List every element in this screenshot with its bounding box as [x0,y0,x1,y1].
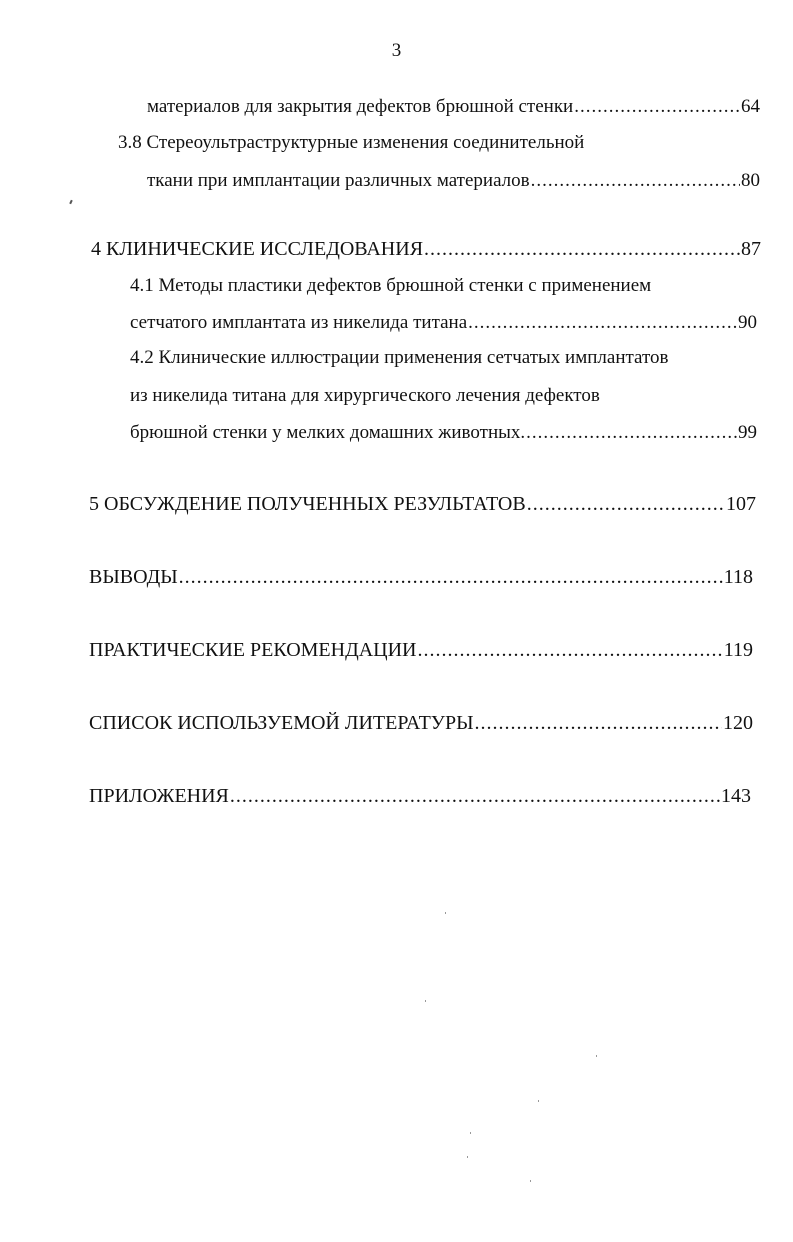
scan-speck [538,1100,539,1102]
toc-entry-appendices [89,784,751,808]
toc-entry-page: 64 [741,96,760,117]
leader-dots [475,711,722,735]
toc-entry-4-1-title-line1: 4.1 Методы пластики дефектов брюшной стенки с применением [130,275,652,296]
toc-entry-3-8 [147,169,760,193]
leader-dots [531,169,740,193]
toc-entry-text: брюшной стенки у мелких домашних животных. [130,422,526,443]
toc-entry-recommendations [89,638,753,662]
toc-entry-text: 5 ОБСУЖДЕНИЕ ПОЛУЧЕННЫХ РЕЗУЛЬТАТОВ [89,493,526,515]
leader-dots [527,492,725,516]
leader-dots [230,784,720,808]
toc-entry-page: 143 [721,785,751,807]
toc-entry-text: ткани при имплантации различных материалов [147,170,530,191]
leader-dots [468,311,737,335]
toc-entry-page: 107 [726,493,756,515]
scan-speck [425,1000,426,1002]
toc-entry-4-1 [130,311,757,335]
toc-entry-references [89,711,753,735]
toc-entry-text: материалов для закрытия дефектов брюшной стенки [147,96,574,117]
toc-entry-chapter-5 [89,492,756,516]
toc-entry-page: 99 [738,422,757,443]
scan-speck [530,1180,531,1182]
toc-entry-page: 119 [723,639,753,661]
toc-entry-chapter-4 [91,237,761,261]
toc-entry-text: 4 КЛИНИЧЕСКИЕ ИССЛЕДОВАНИЯ [91,238,424,260]
toc-entry-text: ПРИЛОЖЕНИЯ [89,785,229,807]
toc-entry-text: ПРАКТИЧЕСКИЕ РЕКОМЕНДАЦИИ [89,639,417,661]
leader-dots [526,421,737,445]
page-number: 3 [391,40,402,61]
toc-entry-text: СПИСОК ИСПОЛЬЗУЕМОЙ ЛИТЕРАТУРЫ [89,712,474,734]
scan-speck [470,1132,471,1134]
toc-entry-4-2-title-line2: из никелида титана для хирургического лечения дефектов [130,385,600,406]
toc-entry-text: сетчатого имплантата из никелида титана [130,312,468,333]
toc-entry-page: 80 [741,170,760,191]
toc-entry-page: 120 [723,712,753,734]
scan-artifact-mark [69,200,73,204]
leader-dots [179,565,723,589]
leader-dots [574,95,740,119]
toc-entry-3-8-title-line1: 3.8 Стереоультраструктурные изменения соединительной [118,132,585,153]
toc-entry-conclusions [89,565,753,589]
leader-dots [418,638,723,662]
toc-entry-4-2-title-line1: 4.2 Клинические иллюстрации применения сетчатых имплантатов [130,347,669,368]
toc-entry-page: 118 [723,566,753,588]
toc-entry-page: 90 [738,312,757,333]
scan-speck [596,1055,597,1057]
toc-entry-4-2 [130,421,757,445]
leader-dots [424,237,740,261]
toc-entry-text: ВЫВОДЫ [89,566,178,588]
toc-entry-3-7-continuation [147,95,760,119]
scan-speck [467,1156,468,1158]
scan-speck [445,912,446,914]
toc-entry-page: 87 [741,238,761,260]
